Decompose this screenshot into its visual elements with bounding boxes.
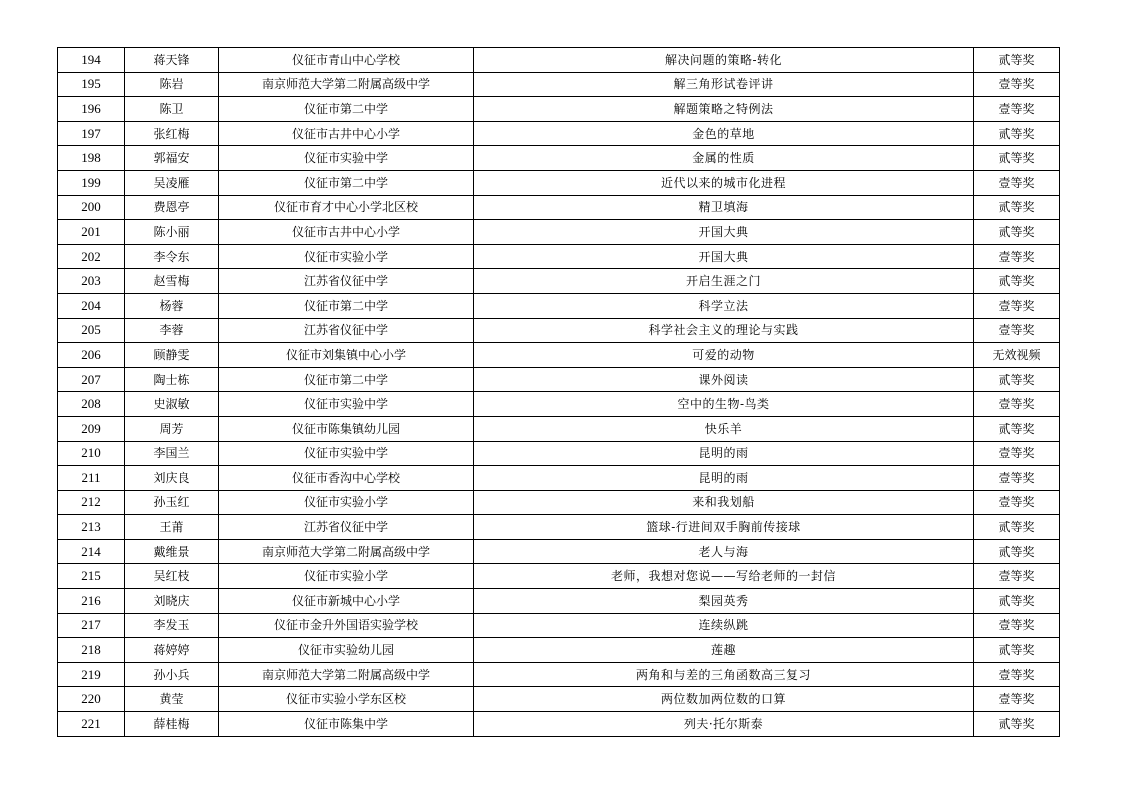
school-name: 仪征市陈集镇幼儿园	[219, 416, 474, 441]
award-level: 贰等奖	[974, 121, 1060, 146]
teacher-name: 杨蓉	[125, 293, 219, 318]
table-row	[58, 48, 1060, 73]
school-name: 南京师范大学第二附属高级中学	[219, 72, 474, 97]
teacher-name: 周芳	[125, 416, 219, 441]
school-name: 仪征市第二中学	[219, 97, 474, 122]
award-level: 壹等奖	[974, 662, 1060, 687]
table-row	[58, 564, 1060, 589]
table-row	[58, 343, 1060, 368]
award-level: 贰等奖	[974, 195, 1060, 220]
row-number: 221	[58, 712, 125, 737]
award-level: 贰等奖	[974, 220, 1060, 245]
award-level: 贰等奖	[974, 589, 1060, 614]
lesson-topic: 两角和与差的三角函数高三复习	[474, 662, 974, 687]
row-number: 199	[58, 170, 125, 195]
teacher-name: 张红梅	[125, 121, 219, 146]
row-number: 211	[58, 466, 125, 491]
teacher-name: 孙小兵	[125, 662, 219, 687]
school-name: 仪征市金升外国语实验学校	[219, 613, 474, 638]
award-level: 无效视频	[974, 343, 1060, 368]
school-name: 仪征市育才中心小学北区校	[219, 195, 474, 220]
award-level: 贰等奖	[974, 539, 1060, 564]
teacher-name: 黄莹	[125, 687, 219, 712]
lesson-topic: 来和我划船	[474, 490, 974, 515]
row-number: 196	[58, 97, 125, 122]
award-level: 壹等奖	[974, 72, 1060, 97]
award-level: 壹等奖	[974, 392, 1060, 417]
teacher-name: 费恩亭	[125, 195, 219, 220]
table-row	[58, 170, 1060, 195]
teacher-name: 蒋婷婷	[125, 638, 219, 663]
teacher-name: 王莆	[125, 515, 219, 540]
row-number: 194	[58, 48, 125, 73]
award-level: 壹等奖	[974, 170, 1060, 195]
table-row	[58, 146, 1060, 171]
lesson-topic: 篮球-行进间双手胸前传接球	[474, 515, 974, 540]
row-number: 214	[58, 539, 125, 564]
award-level: 贰等奖	[974, 367, 1060, 392]
row-number: 202	[58, 244, 125, 269]
lesson-topic: 连续纵跳	[474, 613, 974, 638]
row-number: 197	[58, 121, 125, 146]
row-number: 198	[58, 146, 125, 171]
lesson-topic: 昆明的雨	[474, 441, 974, 466]
row-number: 200	[58, 195, 125, 220]
award-level: 壹等奖	[974, 244, 1060, 269]
table-row	[58, 293, 1060, 318]
award-level: 壹等奖	[974, 293, 1060, 318]
row-number: 203	[58, 269, 125, 294]
award-level: 壹等奖	[974, 441, 1060, 466]
school-name: 仪征市实验中学	[219, 146, 474, 171]
lesson-topic: 梨园英秀	[474, 589, 974, 614]
row-number: 218	[58, 638, 125, 663]
lesson-topic: 快乐羊	[474, 416, 974, 441]
table-row	[58, 515, 1060, 540]
table-row	[58, 244, 1060, 269]
award-level: 贰等奖	[974, 638, 1060, 663]
row-number: 205	[58, 318, 125, 343]
award-level: 壹等奖	[974, 318, 1060, 343]
school-name: 仪征市实验幼儿园	[219, 638, 474, 663]
school-name: 江苏省仪征中学	[219, 515, 474, 540]
lesson-topic: 解三角形试卷评讲	[474, 72, 974, 97]
table-row	[58, 121, 1060, 146]
table-row	[58, 638, 1060, 663]
table-row	[58, 613, 1060, 638]
lesson-topic: 课外阅读	[474, 367, 974, 392]
row-number: 208	[58, 392, 125, 417]
school-name: 南京师范大学第二附属高级中学	[219, 662, 474, 687]
lesson-topic: 开国大典	[474, 220, 974, 245]
teacher-name: 陈小丽	[125, 220, 219, 245]
school-name: 仪征市第二中学	[219, 367, 474, 392]
lesson-topic: 昆明的雨	[474, 466, 974, 491]
row-number: 195	[58, 72, 125, 97]
teacher-name: 陈岩	[125, 72, 219, 97]
table-row	[58, 220, 1060, 245]
row-number: 204	[58, 293, 125, 318]
lesson-topic: 金色的草地	[474, 121, 974, 146]
school-name: 江苏省仪征中学	[219, 318, 474, 343]
school-name: 仪征市实验小学	[219, 490, 474, 515]
lesson-topic: 开启生涯之门	[474, 269, 974, 294]
teacher-name: 吴凌雁	[125, 170, 219, 195]
school-name: 仪征市古井中心小学	[219, 220, 474, 245]
school-name: 仪征市第二中学	[219, 293, 474, 318]
award-level: 壹等奖	[974, 490, 1060, 515]
table-row	[58, 466, 1060, 491]
teacher-name: 李发玉	[125, 613, 219, 638]
table-row	[58, 687, 1060, 712]
award-level: 贰等奖	[974, 146, 1060, 171]
row-number: 207	[58, 367, 125, 392]
school-name: 仪征市陈集中学	[219, 712, 474, 737]
school-name: 仪征市第二中学	[219, 170, 474, 195]
table-body	[58, 48, 1060, 737]
table-row	[58, 97, 1060, 122]
row-number: 213	[58, 515, 125, 540]
teacher-name: 史淑敏	[125, 392, 219, 417]
table-row	[58, 490, 1060, 515]
school-name: 仪征市实验中学	[219, 392, 474, 417]
row-number: 215	[58, 564, 125, 589]
lesson-topic: 科学社会主义的理论与实践	[474, 318, 974, 343]
award-level: 贰等奖	[974, 48, 1060, 73]
lesson-topic: 列夫·托尔斯泰	[474, 712, 974, 737]
award-level: 贰等奖	[974, 712, 1060, 737]
lesson-topic: 两位数加两位数的口算	[474, 687, 974, 712]
award-level: 壹等奖	[974, 466, 1060, 491]
teacher-name: 戴维景	[125, 539, 219, 564]
school-name: 仪征市香沟中心学校	[219, 466, 474, 491]
school-name: 仪征市实验小学	[219, 244, 474, 269]
lesson-topic: 解题策略之特例法	[474, 97, 974, 122]
table-row	[58, 392, 1060, 417]
award-level: 壹等奖	[974, 97, 1060, 122]
school-name: 仪征市新城中心小学	[219, 589, 474, 614]
table-row	[58, 416, 1060, 441]
teacher-name: 孙玉红	[125, 490, 219, 515]
lesson-topic: 老人与海	[474, 539, 974, 564]
table-row	[58, 367, 1060, 392]
teacher-name: 吴红枝	[125, 564, 219, 589]
row-number: 212	[58, 490, 125, 515]
school-name: 仪征市实验小学东区校	[219, 687, 474, 712]
row-number: 217	[58, 613, 125, 638]
table-row	[58, 195, 1060, 220]
lesson-topic: 空中的生物-鸟类	[474, 392, 974, 417]
lesson-topic: 解决问题的策略-转化	[474, 48, 974, 73]
row-number: 219	[58, 662, 125, 687]
lesson-topic: 开国大典	[474, 244, 974, 269]
teacher-name: 刘庆良	[125, 466, 219, 491]
teacher-name: 郭福安	[125, 146, 219, 171]
table-row	[58, 269, 1060, 294]
school-name: 仪征市青山中心学校	[219, 48, 474, 73]
school-name: 仪征市古井中心小学	[219, 121, 474, 146]
table-row	[58, 539, 1060, 564]
lesson-topic: 近代以来的城市化进程	[474, 170, 974, 195]
teacher-name: 李令东	[125, 244, 219, 269]
teacher-name: 陶士栋	[125, 367, 219, 392]
lesson-topic: 莲趣	[474, 638, 974, 663]
table-row	[58, 318, 1060, 343]
award-level: 壹等奖	[974, 613, 1060, 638]
row-number: 206	[58, 343, 125, 368]
table-row	[58, 662, 1060, 687]
school-name: 江苏省仪征中学	[219, 269, 474, 294]
table-row	[58, 712, 1060, 737]
school-name: 仪征市实验小学	[219, 564, 474, 589]
award-level: 壹等奖	[974, 564, 1060, 589]
table-row	[58, 441, 1060, 466]
lesson-topic: 老师，我想对您说——写给老师的一封信	[474, 564, 974, 589]
row-number: 220	[58, 687, 125, 712]
teacher-name: 李蓉	[125, 318, 219, 343]
lesson-topic: 精卫填海	[474, 195, 974, 220]
award-level: 贰等奖	[974, 515, 1060, 540]
lesson-topic: 可爱的动物	[474, 343, 974, 368]
row-number: 201	[58, 220, 125, 245]
teacher-name: 刘晓庆	[125, 589, 219, 614]
teacher-name: 李国兰	[125, 441, 219, 466]
teacher-name: 薛桂梅	[125, 712, 219, 737]
row-number: 209	[58, 416, 125, 441]
table-row	[58, 589, 1060, 614]
school-name: 南京师范大学第二附属高级中学	[219, 539, 474, 564]
teacher-name: 陈卫	[125, 97, 219, 122]
table-row	[58, 72, 1060, 97]
row-number: 210	[58, 441, 125, 466]
row-number: 216	[58, 589, 125, 614]
teacher-name: 顾静雯	[125, 343, 219, 368]
award-level: 贰等奖	[974, 269, 1060, 294]
teacher-name: 赵雪梅	[125, 269, 219, 294]
lesson-topic: 科学立法	[474, 293, 974, 318]
school-name: 仪征市实验中学	[219, 441, 474, 466]
teacher-name: 蒋天锋	[125, 48, 219, 73]
lesson-topic: 金属的性质	[474, 146, 974, 171]
award-list-table	[57, 47, 1060, 737]
award-level: 壹等奖	[974, 687, 1060, 712]
school-name: 仪征市刘集镇中心小学	[219, 343, 474, 368]
award-level: 贰等奖	[974, 416, 1060, 441]
